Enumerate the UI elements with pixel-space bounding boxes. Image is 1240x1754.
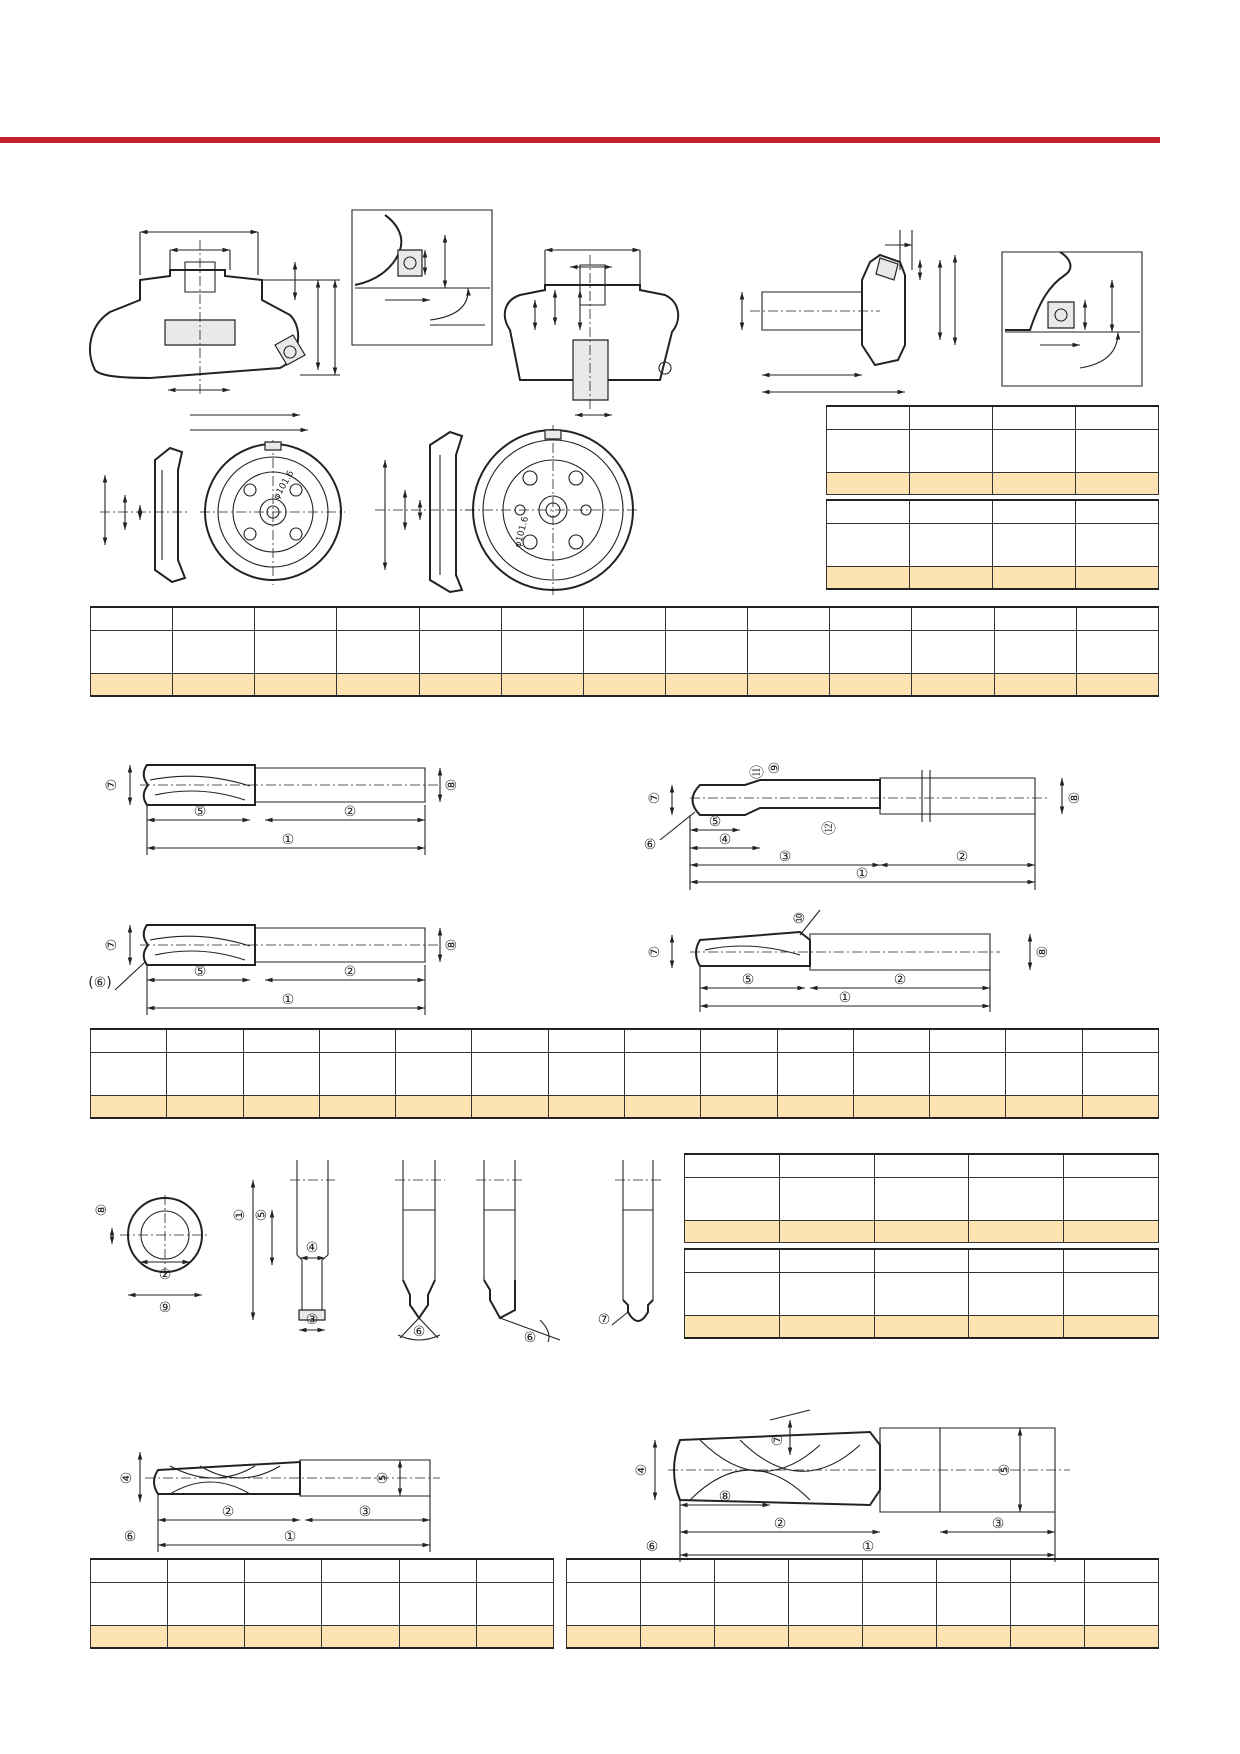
callout-4f: ④ (305, 1240, 319, 1256)
end-mill-drawing-c (647, 910, 1051, 1012)
callout-2: ② (343, 804, 357, 820)
callout-9e: ⑨ (158, 1300, 172, 1316)
callout-2b: ② (955, 849, 969, 865)
callout-5k: ⑤ (997, 1463, 1013, 1477)
callout-3f: ③ (305, 1312, 319, 1328)
callout-8c: ⑧ (444, 938, 460, 952)
face-mill-drawing-b (505, 250, 678, 415)
callout-9: ⑨ (767, 761, 783, 775)
spec-table-cutter-b (826, 499, 1159, 590)
callout-6k: ⑥ (645, 1539, 659, 1555)
callout-6j: ⑥ (123, 1529, 137, 1545)
callout-1f: ① (232, 1208, 248, 1222)
chamfer-tool-drawing-a (395, 1160, 445, 1340)
callout-1b: ① (855, 866, 869, 882)
face-mill-drawing-a (90, 232, 340, 430)
callout-8e: ⑧ (94, 1203, 110, 1217)
callout-5j: ⑤ (375, 1471, 391, 1485)
callout-7d: ⑦ (647, 945, 663, 959)
spec-table-flange (90, 606, 1159, 697)
grooving-tool-drawing (232, 1160, 335, 1330)
flange-b-dim-label: φ101.6 (513, 515, 532, 549)
drill-drawing-a (119, 1452, 440, 1552)
end-mill-drawing-a (104, 765, 460, 855)
callout-7: ⑦ (104, 778, 120, 792)
callout-5c: ⑤ (193, 964, 207, 980)
callout-6h: ⑥ (523, 1330, 537, 1346)
callout-11: ⑪ (750, 765, 766, 779)
chamfer-tool-drawing-b (476, 1160, 560, 1346)
callout-1d: ① (838, 990, 852, 1006)
callout-3b: ③ (778, 849, 792, 865)
callout-8d: ⑧ (1035, 945, 1051, 959)
callout-5d: ⑤ (741, 972, 755, 988)
spec-table-small-tools-b (684, 1248, 1159, 1339)
callout-1c: ① (281, 992, 295, 1008)
callout-8: ⑧ (444, 778, 460, 792)
callout-4k: ④ (634, 1463, 650, 1477)
callout-5: ⑤ (193, 804, 207, 820)
callout-7c: ⑦ (104, 938, 120, 952)
callout-2j: ② (221, 1504, 235, 1520)
callout-2e: ② (158, 1267, 172, 1283)
radius-tool-drawing (598, 1160, 662, 1328)
ball-end-mill-drawing (644, 762, 1083, 890)
callout-7i: ⑦ (597, 1312, 611, 1328)
callout-10: ⑩ (792, 911, 808, 925)
callout-3k: ③ (991, 1516, 1005, 1532)
drill-drawing-b (634, 1410, 1070, 1562)
callout-6-paren: (⑥) (88, 975, 112, 991)
callout-6g: ⑥ (412, 1324, 426, 1340)
spec-table-endmill (90, 1028, 1159, 1119)
callout-2k: ② (773, 1516, 787, 1532)
shank-cutter-drawing (742, 230, 955, 392)
flange-a-dim-label: φ101.6 (271, 469, 297, 502)
ring-gauge-drawing (94, 1195, 210, 1316)
spec-table-drill-a (90, 1558, 554, 1649)
flange-drawing-a (100, 440, 345, 585)
spec-table-cutter-a (826, 405, 1159, 495)
callout-5f: ⑤ (254, 1208, 270, 1222)
callout-5b: ⑤ (708, 814, 722, 830)
callout-12: ⑫ (822, 821, 838, 835)
callout-7b: ⑦ (647, 791, 663, 805)
callout-4b: ④ (718, 832, 732, 848)
callout-7k: ⑦ (770, 1433, 786, 1447)
callout-8k: ⑧ (718, 1489, 732, 1505)
callout-1: ① (281, 832, 295, 848)
callout-1k: ① (861, 1539, 875, 1555)
insert-detail-a (352, 210, 492, 345)
spec-table-drill-b (566, 1558, 1159, 1649)
callout-2c: ② (343, 964, 357, 980)
flange-drawing-b (375, 425, 640, 595)
spec-table-small-tools-a (684, 1153, 1159, 1243)
callout-4j: ④ (119, 1471, 135, 1485)
callout-2d: ② (893, 972, 907, 988)
callout-8b: ⑧ (1067, 791, 1083, 805)
callout-6b: ⑥ (643, 837, 657, 853)
callout-3j: ③ (358, 1504, 372, 1520)
callout-1j: ① (283, 1529, 297, 1545)
end-mill-drawing-b (88, 925, 460, 1015)
insert-detail-b (1002, 252, 1142, 386)
